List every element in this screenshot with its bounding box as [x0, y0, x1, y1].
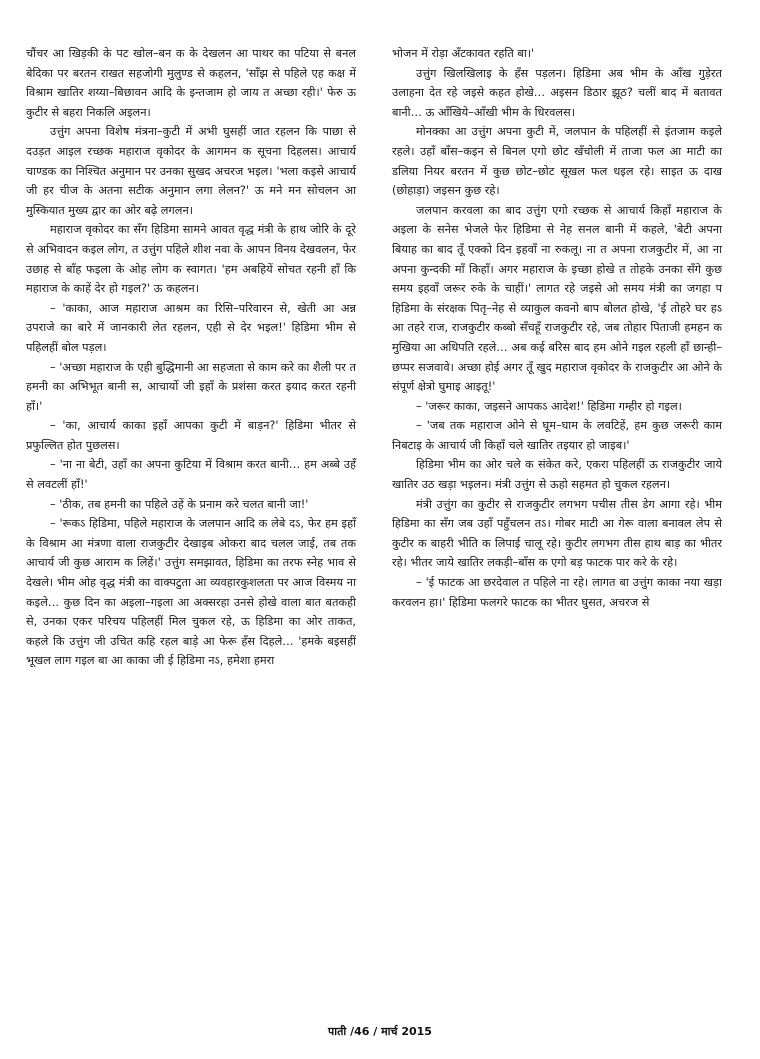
paragraph: भोजन में रोड़ा अँटकावत रहति बा।' — [392, 47, 535, 60]
paragraph: – 'काका, आज महाराज आश्रम का रिसि–परिवारन से, खेती आ अन्न उपराजे का बारे में जानकारी लेत रहलन, एही से देर भइल!' हिडिमा भीम से पहिलहीं बोल पड़ल। — [26, 301, 356, 354]
paragraph: – 'जरूर काका, जइसने आपकऽ आदेश!' हिडिमा गम्हीर हो गइल। — [416, 399, 682, 413]
paragraph: – 'रूकऽ हिडिमा, पहिले महाराज के जलपान आदि क लेबे दऽ, फेर हम इहाँ के विश्राम आ मंत्रणा वाला राजकुटीर देखाइब ओकरा बाद चलल जाई, तब तक आचार्य जी कुछ आराम क लिहें।' उत्तुंग समझावत, हिडिमा का तरफ स्नेह भाव से देखले। भीम ओह वृद्ध मंत्री का वाक्पटुता आ व्यवहारकुशलता पर आज विस्मय ना कइले… कुछ दिन का अइला–गइला आ अक्सरहा उनसे होखे वाला बात बतकही से, उनका एकर परिचय पहिलहीं मिल चुकल रहे, ऊ हिडिमा का ओर ताकत, कहले कि उत्तुंग जी उचित कहि रहल बाड़े आ फेरू हँस दिहले… 'हमके बइसहीं भूखल लाग गइल बा आ काका जी ई हिडिमा नऽ, हमेशा हमरा — [26, 517, 356, 668]
paragraph: मोनक्का आ उत्तुंग अपना कुटी में, जलपान के पहिलहीं से इंतजाम कइले रहले। उहाँ बाँस–कइन से बिनल एगो छोट खँचोली में ताजा फल आ माटी का डलिया नियर बरतन में कुछ छोट–छोट सूखल फल धइल रहे। साइत ऊ दाख (छोहाड़ा) जइसन कुछ रहे। — [392, 125, 722, 198]
paragraph: – 'का, आचार्य काका इहाँ आपका कुटी में बाड़न?' हिडिमा भीतर से प्रफुल्लित होत पुछलस। — [26, 419, 356, 452]
paragraph: – 'ठीक, तब हमनी का पहिले उहें के प्रनाम करे चलत बानी जा!' — [50, 497, 309, 511]
paragraph: जलपान करवला का बाद उत्तुंग एगो रच्छक से आचार्य किहाँ महाराज के अइला के सनेस भेजले फेर हिडिमा से नेह सनल बानी में कहले, 'बेटी अपना बियाह का बाद तूँ एक्को दिन इहवाँ ना रुकलू। ना त अपना राजकुटीर में, आ ना अपना कुन्दकी माँ किहाँ। अगर महाराज के इच्छा होखे त तोहके उनका सँगे कुछ समय इहवाँ जरूर रुके के चाहीं।' लागत रहे जइसे ओ समय मंत्री का जगहा प हिडिमा के संरक्षक पितृ–नेह से व्याकुल कवनो बाप बोलत होखे, 'ई तोहरे घर हऽ आ तहरे राज, राजकुटीर कब्बो सँचहूँ राजकुटीर रहे, जब तोहार पिताजी हमहन क मुखिया आ अधिपति रहले… अब कई बरिस बाद हम ओने गइल रहली हाँ छान्ही–छप्पर सजवावे। अच्छा होई अगर तूँ खुद महाराज वृकोदर के राजकुटीर आ ओने के संपूर्ण क्षेत्रो घुमाइ आइतू!' — [392, 203, 722, 394]
paragraph: – 'जब तक महाराज ओने से घूम–घाम के लवटिहें, हम कुछ जरूरी काम निबटाइ के आचार्य जी किहाँ चले खातिर तइयार हो जाइब।' — [392, 419, 722, 452]
paragraph: चौंचर आ खिड़की के पट खोल–बन क के देखलन आ पाथर का पटिया से बनल बेदिका पर बरतन राखत सहजोगी मुलुण्ड से कहलन, 'साँझ से पहिले एह कक्ष में विश्राम खातिर शय्या–बिछावन आदि के इन्तजाम हो जाय त अच्छा रही।' फेरु ऊ कुटीर से बहरा निकलि अइलन। — [26, 47, 356, 119]
paragraph: उत्तुंग खिलखिलाइ के हँस पड़लन। हिडिमा अब भीम के आँख गुड़ेरत उलाहना देत रहे जइसे कहत होखे… अइसन डिठार झूठ? चलीं बाद में बतावत बानी… ऊ आँखिये–आँखी भीम के धिरवलस। — [392, 66, 722, 119]
paragraph: उत्तुंग अपना विशेष मंत्रना–कुटी में अभी घुसहीं जात रहलन कि पाछा से दउड़त आइल रच्छक महाराज वृकोदर के आगमन क सूचना दिहलस। आचार्य चाण्डक का निश्चित अनुमान पर उनका सुखद अचरज भइल। 'भला कइसे आचार्य जी हर चीज के अतना सटीक अनुमान लगा लेलन?' ऊ मने मन सोचलन आ मुस्कियात मुख्य द्वार का ओर बढ़े लगलन। — [26, 125, 356, 217]
left-text-column — [26, 44, 356, 671]
paragraph: हिडिमा भीम का ओर चले क संकेत करे, एकरा पहिलहीं ऊ राजकुटीर जाये खातिर उठ खड़ा भइलन। मंत्री उत्तुंग से ऊहो सहमत हो चुकल रहलन। — [392, 458, 722, 492]
page-footer: पाती /46 / मार्च 2015 — [328, 1025, 432, 1038]
paragraph: महाराज वृकोदर का सँग हिडिमा सामने आवत वृद्ध मंत्री के हाथ जोरि के दूरे से अभिवादन कइल लोग, त उत्तुंग पहिले शीश नवा के आपन विनय देखवलन, फेर उछाह से बाँह फइला के ओह लोग क स्वागत। 'हम अबहियें सोचत रहनी हाँ कि महाराज के काहें देर हो गइल?' ऊ कहलन। — [26, 223, 356, 296]
right-text-column — [392, 44, 722, 612]
paragraph: – 'ना ना बेटी, उहाँ का अपना कुटिया में विश्राम करत बानी… हम अब्बे उहँ से लवटलीं हाँ!' — [26, 458, 356, 492]
paragraph: – 'ई फाटक आ छरदेवाल त पहिले ना रहे। लागत बा उत्तुंग काका नया खड़ा करवलन हा।' हिडिमा फलगरे फाटक का भीतर घुसत, अचरज से — [392, 576, 722, 609]
paragraph: – 'अच्छा महाराज के एही बुद्धिमानी आ सहजता से काम करे का शैली पर त हमनी का अभिभूत बानी स, आचार्यो जी इहाँ के प्रशंसा करत इयाद करत रहनी हाँ।' — [26, 360, 356, 413]
paragraph: मंत्री उत्तुंग का कुटीर से राजकुटीर लगभग पचीस तीस डेग आगा रहे। भीम हिडिमा का सँग जब उहाँ पहुँचलन तऽ। गोबर माटी आ गेरू वाला बनावल लेप से कुटीर क बाहरी भीति क लिपाई चालू रहे। कुटीर लगभग तीस हाथ बाड़ का भीतर रहे। भीतर जाये खातिर लकड़ी–बाँस क एगो बड़ फाटक पार करे के रहे। — [392, 497, 722, 570]
